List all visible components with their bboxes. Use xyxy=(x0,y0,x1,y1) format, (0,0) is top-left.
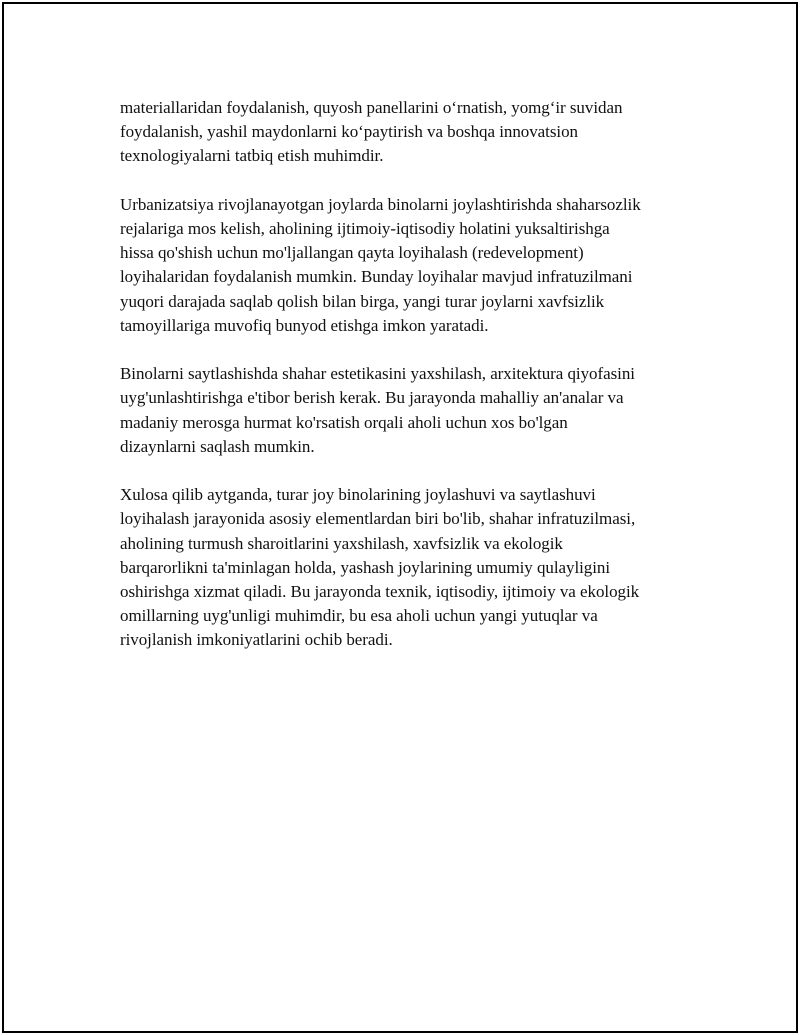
paragraph-urban-aesthetics: Binolarni saytlashishda shahar estetikasini yaxshilash, arxitektura qiyofasini uyg'unlashtirishga e'tibor berish kerak. Bu jarayonda mahalliy an'analar va madaniy merosga hurmat ko'rsatish orqali aholi uchun xos bo'lgan dizaynlarni saqlash mumkin. xyxy=(120,364,635,456)
paragraph-urbanization-redevelopment: Urbanizatsiya rivojlanayotgan joylarda binolarni joylashtirishda shaharsozlik rejalariga mos kelish, aholining ijtimoiy-iqtisodiy holatini yuksaltirishga hissa qo'shish uchun mo'ljallangan qayta loyihalash (redevelopment) loyihalaridan foydalanish mumkin. Bunday loyihalar mavjud infratuzilmani yuqori darajada saqlab qolish bilan birga, yangi turar joylarni xavfsizlik tamoyillariga muvofiq bunyod etishga imkon yaratadi. xyxy=(120,194,641,335)
document-body xyxy=(120,96,696,677)
paragraph-sustainable-materials: materiallaridan foydalanish, quyosh panellarini o‘rnatish, yomg‘ir suvidan foydalanish, yashil maydonlarni ko‘paytirish va boshqa innovatsion texnologiyalarni tatbiq etish muhimdir. xyxy=(120,98,623,166)
paragraph-conclusion: Xulosa qilib aytganda, turar joy binolarining joylashuvi va saytlashuvi loyihalash jarayonida asosiy elementlardan biri bo'lib, shahar infratuzilmasi, aholining turmush sharoitlarini yaxshilash, xavfsizlik va ekologik barqarorlikni ta'minlagan holda, yashash joylarining umumiy qulayligini oshirishga xizmat qiladi. Bu jarayonda texnik, iqtisodiy, ijtimoiy va ekologik omillarning uyg'unligi muhimdir, bu esa aholi uchun yangi yutuqlar va rivojlanish imkoniyatlarini ochib beradi. xyxy=(120,485,640,650)
document-page xyxy=(2,2,798,1033)
